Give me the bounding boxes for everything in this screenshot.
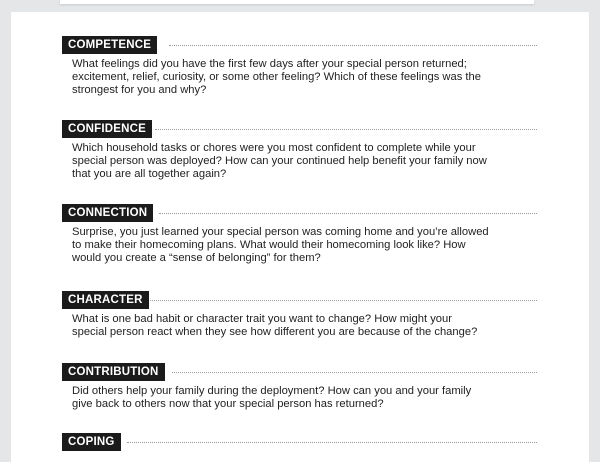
section-question: What feelings did you have the first few days after your special person returned; excitement, relief, curiosity, or some other feeling? Which of these feelings was the strongest for you and why? bbox=[72, 58, 481, 96]
section-heading bbox=[62, 291, 537, 309]
section-heading bbox=[62, 36, 537, 54]
section-coping bbox=[62, 433, 537, 455]
section-contribution bbox=[62, 363, 537, 411]
section-question: What is one bad habit or character trait you want to change? How might your special person react when they see how different you are because of the change? bbox=[72, 313, 478, 338]
dotted-divider bbox=[150, 300, 537, 301]
dotted-divider bbox=[127, 442, 537, 443]
section-question: Which household tasks or chores were you most confident to complete while your special person was deployed? How can your continued help benefit your family now that you are all together again? bbox=[72, 142, 487, 180]
section-title-tag: CONFIDENCE bbox=[62, 120, 152, 138]
section-title-tag: COPING bbox=[62, 433, 121, 451]
section-confidence bbox=[62, 120, 537, 181]
section-heading bbox=[62, 204, 537, 222]
section-heading bbox=[62, 433, 537, 451]
dotted-divider bbox=[155, 129, 537, 130]
section-title-tag: CHARACTER bbox=[62, 291, 149, 309]
section-title-tag: CONTRIBUTION bbox=[62, 363, 165, 381]
dotted-divider bbox=[159, 213, 537, 214]
section-question: Did others help your family during the deployment? How can you and your family give back to others now that your special person has returned? bbox=[72, 385, 472, 410]
dotted-divider bbox=[169, 45, 537, 46]
section-heading bbox=[62, 363, 537, 381]
section-heading bbox=[62, 120, 537, 138]
section-title-tag: CONNECTION bbox=[62, 204, 153, 222]
section-title-tag: COMPETENCE bbox=[62, 36, 157, 54]
section-character bbox=[62, 291, 537, 339]
section-competence bbox=[62, 36, 537, 97]
top-bar bbox=[60, 0, 534, 4]
worksheet-page bbox=[11, 12, 589, 462]
section-connection bbox=[62, 204, 537, 265]
section-question: Surprise, you just learned your special person was coming home and you’re allowed to make their homecoming plans. What would their homecoming look like? How would you create a “sense of belonging” for them? bbox=[72, 226, 489, 264]
dotted-divider bbox=[172, 372, 537, 373]
